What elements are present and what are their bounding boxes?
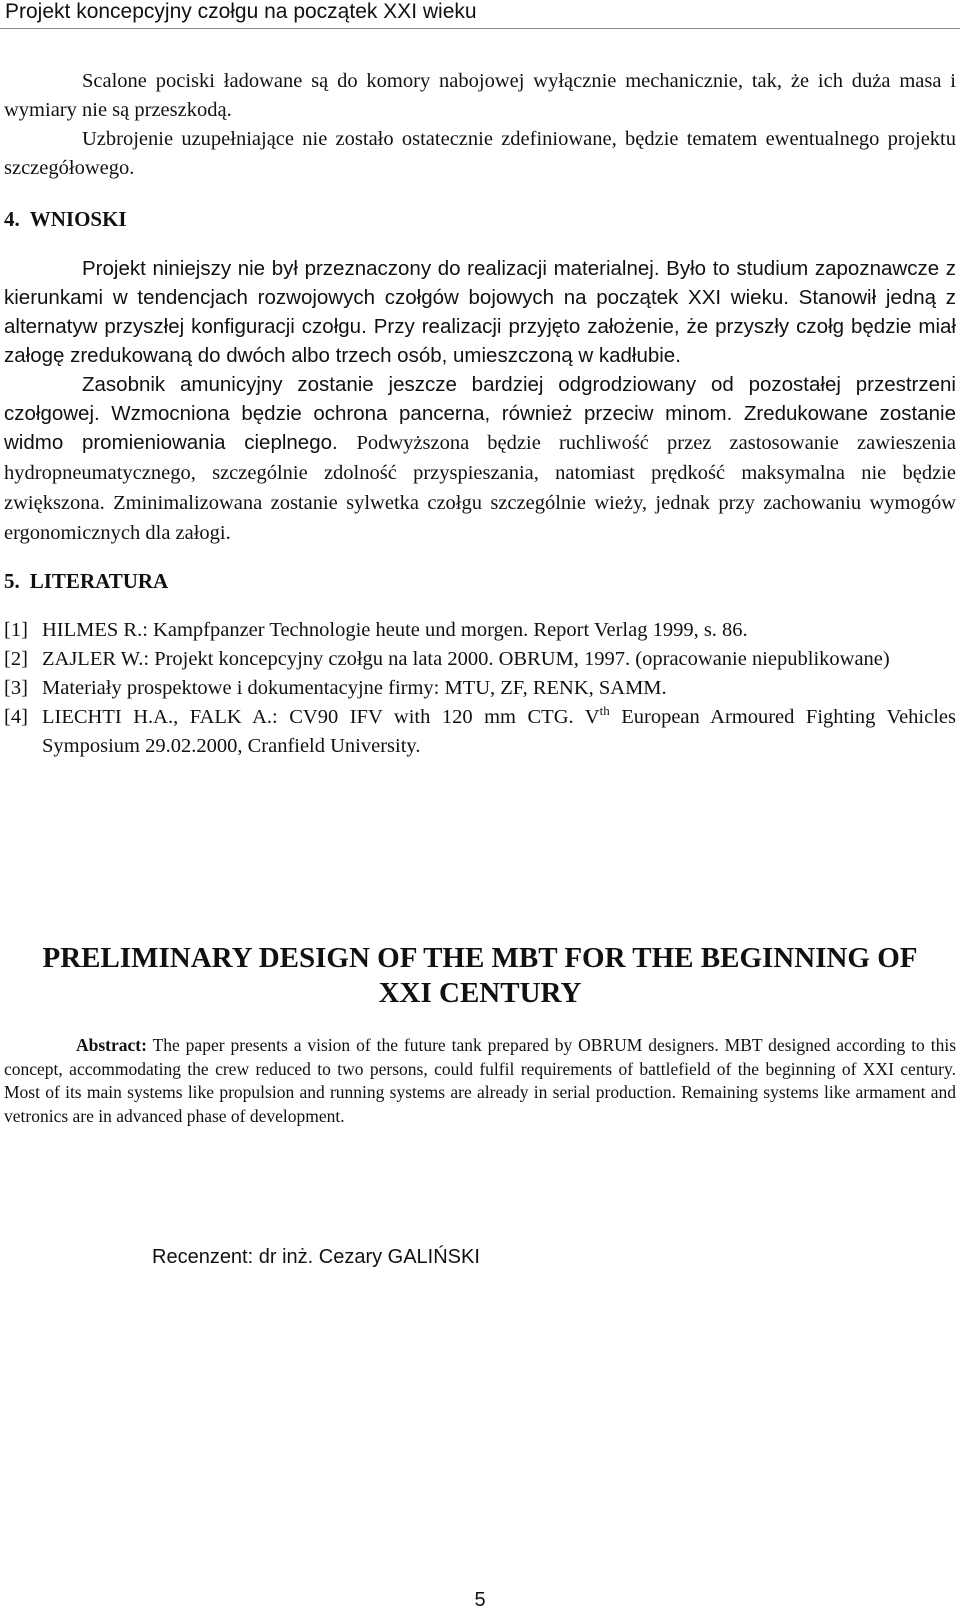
reference-number: [3]	[4, 677, 28, 699]
reference-list	[4, 616, 956, 761]
english-title	[0, 941, 960, 1011]
reference-number: [1]	[4, 619, 28, 641]
conclusions-paragraph-1: Projekt niniejszy nie był przeznaczony do realizacji materialnej. Było to studium zapoznawcze z kierunkami w tendencjach rozwojowych czołgów bojowych na początek XXI wieku. Stanowił jedną z alternatyw przyszłej konfiguracji czołgu. Przy realizacji przyjęto założenie, że przyszły czołg będzie miał załogę zredukowaną do dwóch albo trzech osób, umieszczoną w kadłubie.	[4, 257, 956, 367]
abstract-text: The paper presents a vision of the future tank prepared by OBRUM designers. MBT designed according to this concept, accommodating the crew reduced to two persons, could fulfil requirements of battlefield of the beginning of XXI century. Most of its main systems like propulsion and running systems are already in serial production. Remaining systems like armament and vetronics are in advanced phase of development.	[4, 1035, 956, 1126]
running-header-title: Projekt koncepcyjny czołgu na początek XXI wieku	[5, 0, 477, 23]
reviewer-line: Recenzent: dr inż. Cezary GALIŃSKI	[152, 1246, 480, 1268]
abstract-label: Abstract:	[76, 1035, 147, 1055]
reference-number: [4]	[4, 706, 28, 728]
conclusions-paragraph-2-sans: Zasobnik amunicyjny zostanie jeszcze bardziej odgrodziowany od pozostałej przestrzeni czołgowej. Wzmocniona będzie ochrona pancerna, również przeciw minom. Zredukowane zostanie widmo promieniowania cieplnego.	[4, 373, 956, 454]
english-title-line-2: XXI CENTURY	[378, 977, 582, 1009]
reference-item	[4, 645, 956, 674]
reference-superscript: th	[599, 703, 610, 719]
conclusions-paragraph-2-serif: Podwyższona będzie ruchliwość przez zastosowanie zawieszenia hydropneumatycznego, szczególnie zdolność przyspieszania, natomiast prędkość maksymalna nie będzie zwiększona. Zminimalizowana zostanie sylwetka czołgu szczególnie wieży, jednak przy zachowaniu wymogów ergonomicznych dla załogi.	[4, 432, 957, 544]
abstract	[4, 1034, 956, 1128]
reference-item	[4, 703, 956, 761]
section-number: 5.	[4, 569, 20, 593]
english-title-line-1: PRELIMINARY DESIGN OF THE MBT FOR THE BEGINNING OF	[42, 942, 918, 974]
intro-block	[4, 67, 956, 183]
main-content	[4, 67, 956, 761]
conclusions-block	[4, 254, 956, 548]
section-number: 4.	[4, 207, 20, 231]
intro-paragraph-1: Scalone pociski ładowane są do komory nabojowej wyłącznie mechanicznie, tak, że ich duża masa i wymiary nie są przeszkodą.	[4, 70, 956, 121]
section-title: WNIOSKI	[29, 207, 127, 231]
page-number: 5	[474, 1589, 486, 1611]
reference-number: [2]	[4, 648, 28, 670]
reference-item	[4, 616, 956, 645]
intro-paragraph-2: Uzbrojenie uzupełniające nie zostało ostatecznie zdefiniowane, będzie tematem ewentualnego projektu szczegółowego.	[4, 128, 956, 179]
running-header-bar	[0, 0, 960, 30]
header-divider	[0, 28, 960, 29]
reference-text	[42, 703, 956, 761]
section-heading-literatura	[4, 569, 956, 594]
reference-text: ZAJLER W.: Projekt koncepcyjny czołgu na lata 2000. OBRUM, 1997. (opracowanie niepublikowane)	[42, 648, 890, 670]
section-title: LITERATURA	[29, 569, 169, 593]
reference-text-part: LIECHTI H.A., FALK A.: CV90 IFV with 120 mm CTG. V	[42, 706, 600, 728]
section-heading-wnioski	[4, 207, 956, 232]
reference-item	[4, 674, 956, 703]
reference-text: HILMES R.: Kampfpanzer Technologie heute und morgen. Report Verlag 1999, s. 86.	[42, 619, 748, 641]
reference-text-part: European Armoured Fighting Vehicles Symposium 29.02.2000, Cranfield University.	[42, 706, 956, 757]
conclusions-paragraph-2	[4, 370, 956, 548]
reference-text: Materiały prospektowe i dokumentacyjne firmy: MTU, ZF, RENK, SAMM.	[42, 677, 667, 699]
